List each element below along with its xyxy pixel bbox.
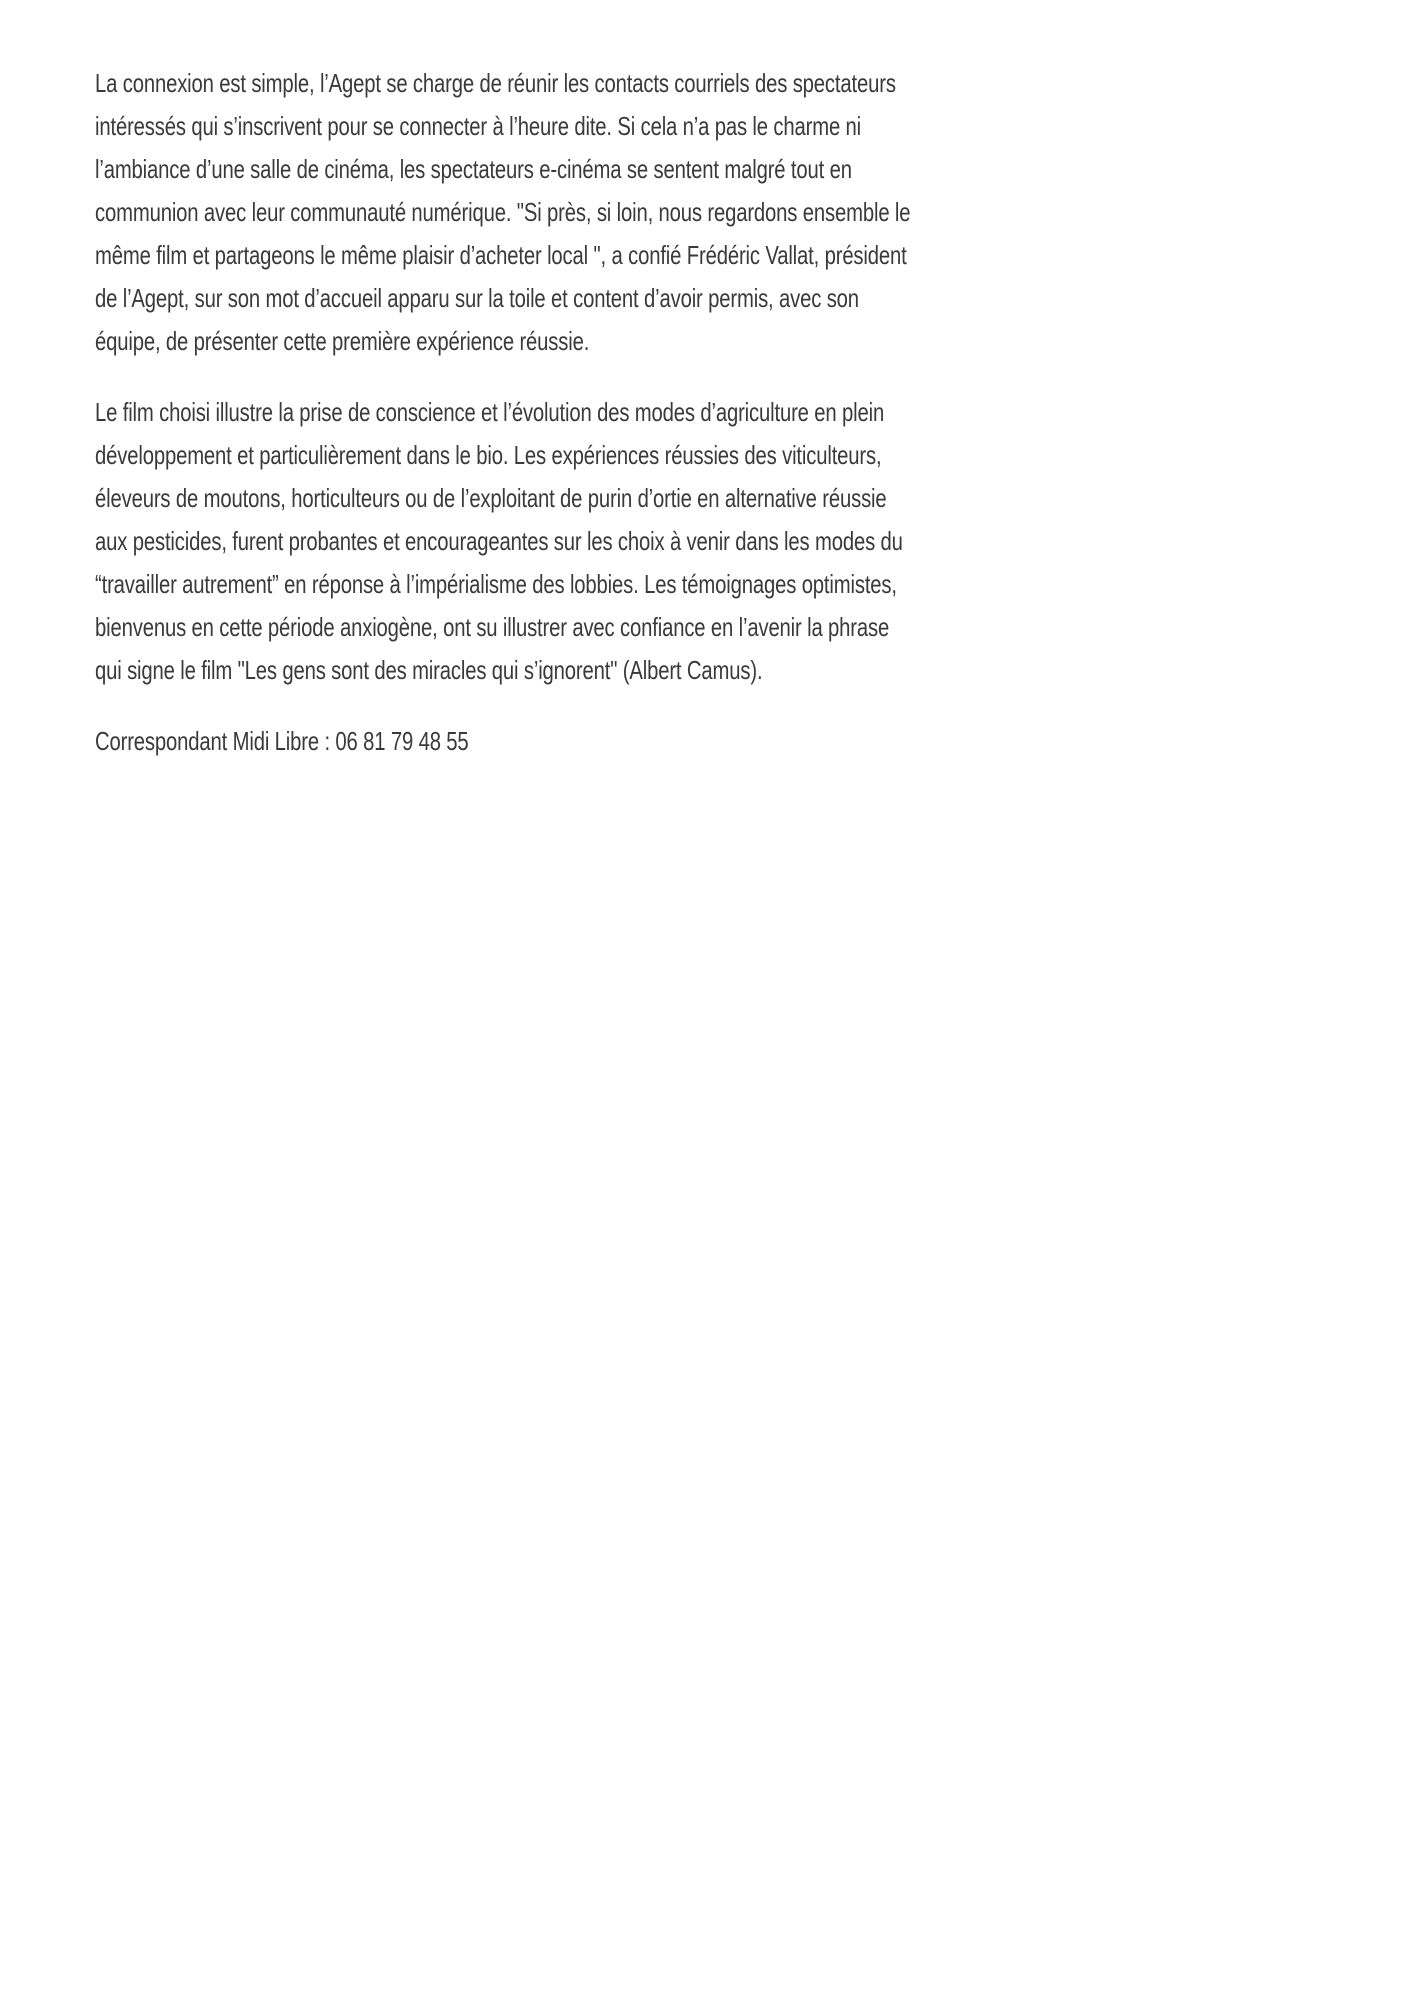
text-line: intéressés qui s’inscrivent pour se connecter à l’heure dite. Si cela n’a pas le charme ni <box>95 111 862 141</box>
text-line: développement et particulièrement dans le bio. Les expériences réussies des viticulteurs, <box>95 440 882 470</box>
correspondent-phone-line: Correspondant Midi Libre : 06 81 79 48 55 <box>95 726 469 756</box>
text-line: bienvenus en cette période anxiogène, ont su illustrer avec confiance en l’avenir la phrase <box>95 612 890 642</box>
text-line: “travailler autrement” en réponse à l’impérialisme des lobbies. Les témoignages optimistes, <box>95 569 897 599</box>
text-line: Le film choisi illustre la prise de conscience et l’évolution des modes d’agriculture en plein <box>95 397 885 427</box>
text-line: éleveurs de moutons, horticulteurs ou de l’exploitant de purin d’ortie en alternative réussie <box>95 483 887 513</box>
text-line: qui signe le film "Les gens sont des miracles qui s’ignorent" (Albert Camus). <box>95 655 763 685</box>
paragraph-correspondant <box>95 720 1374 763</box>
text-line: La connexion est simple, l’Agept se charge de réunir les contacts courriels des spectateurs <box>95 68 896 98</box>
text-line: même film et partageons le même plaisir d’acheter local ", a confié Frédéric Vallat, président <box>95 240 907 270</box>
text-line: l’ambiance d’une salle de cinéma, les spectateurs e-cinéma se sentent malgré tout en <box>95 154 852 184</box>
article-text <box>0 0 1414 763</box>
text-line: de l’Agept, sur son mot d’accueil apparu sur la toile et content d’avoir permis, avec son <box>95 283 859 313</box>
paragraph-film <box>95 391 1374 692</box>
text-line: équipe, de présenter cette première expérience réussie. <box>95 326 590 356</box>
text-line: aux pesticides, furent probantes et encourageantes sur les choix à venir dans les modes du <box>95 526 903 556</box>
paragraph-connexion <box>95 62 1374 363</box>
text-line: communion avec leur communauté numérique. "Si près, si loin, nous regardons ensemble le <box>95 197 911 227</box>
